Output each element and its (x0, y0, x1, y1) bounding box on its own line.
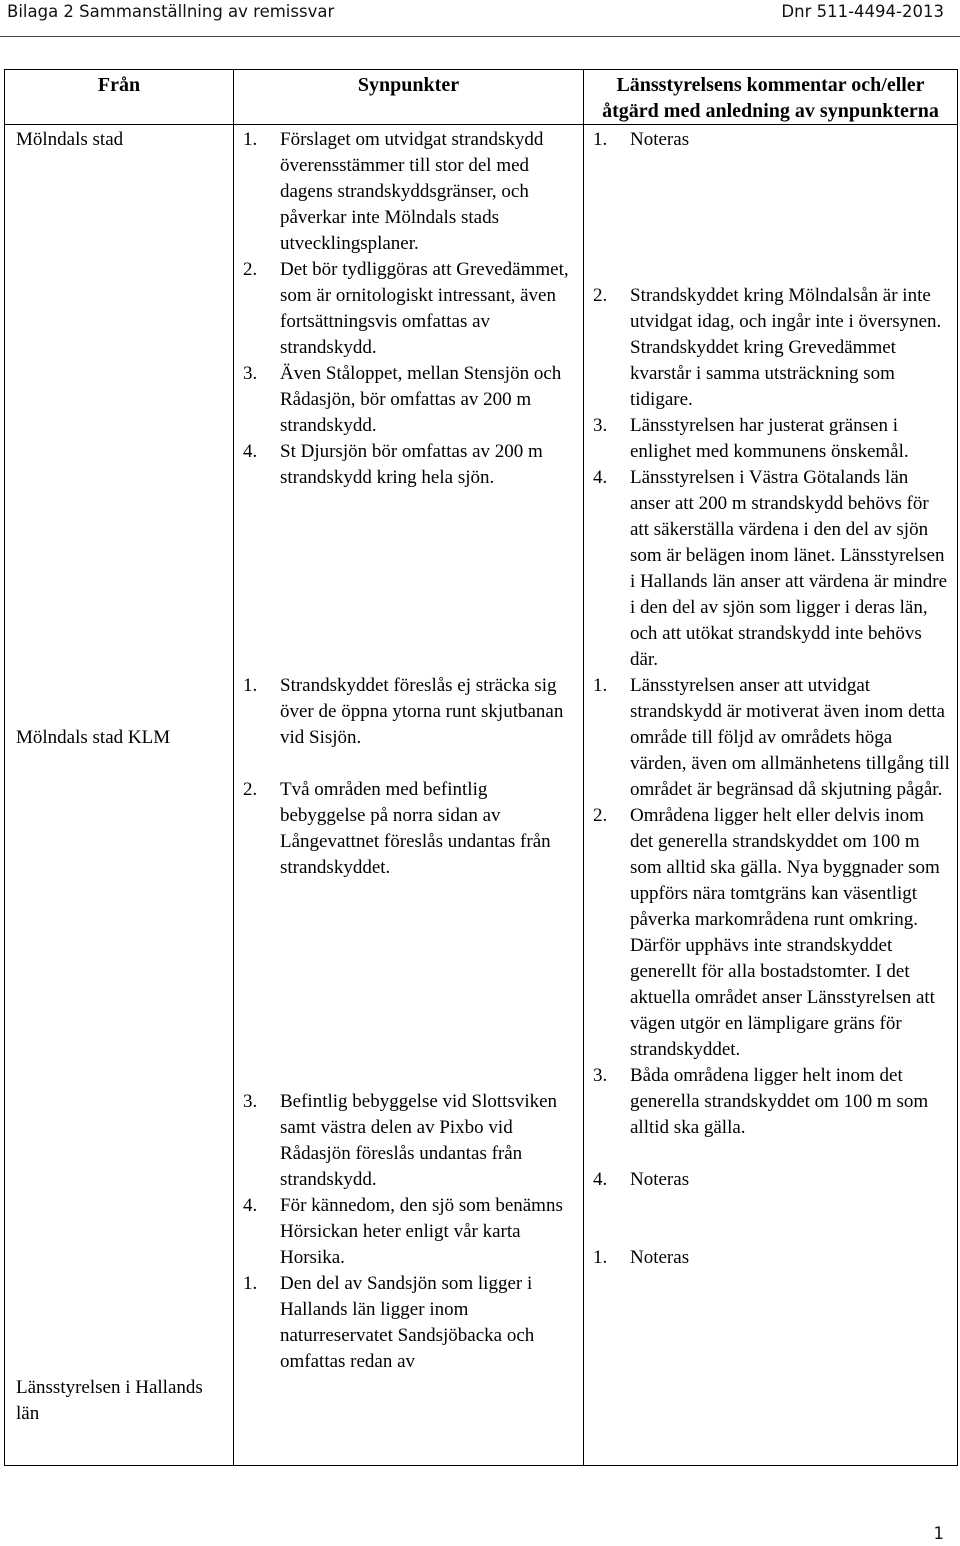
sender-molndals-stad-klm: Mölndals stad KLM (16, 727, 171, 748)
item-number: 4. (593, 1169, 608, 1190)
item-number: 1. (243, 1273, 258, 1294)
list-item (243, 361, 575, 439)
list-item (243, 1193, 575, 1271)
column-header-fran: Från (5, 70, 234, 125)
remissvar-table (4, 69, 958, 1466)
column-header-kommentar: Länsstyrelsens kommentar och/eller åtgärd med anledning av synpunkterna (584, 70, 958, 125)
header-divider (0, 36, 960, 37)
item-text: Förslaget om utvidgat strandskydd överensstämmer till stor del med dagens strandskyddsgränser, och påverkar inte Mölndals stads utvecklingsplaner. (280, 129, 544, 254)
item-text: Båda områdena ligger helt inom det generella strandskyddet om 100 m som alltid ska gälla. (630, 1065, 929, 1138)
item-number: 3. (593, 415, 608, 436)
list-item (243, 257, 575, 361)
item-number: 4. (593, 467, 608, 488)
from-cell (5, 125, 234, 1466)
section-molndals-stad-kommentar (593, 127, 951, 673)
column-header-synpunkter: Synpunkter (234, 70, 584, 125)
item-text: Den del av Sandsjön som ligger i Hallands län ligger inom naturreservatet Sandsjöbacka och omfattas redan av (280, 1273, 535, 1372)
item-text: Områdena ligger helt eller delvis inom det generella strandskyddet om 100 m som alltid ska gälla. Nya byggnader som uppförs nära tomtgräns kan väsentligt påverka markområdena runt omkring. Därför upphävs inte strandskyddet generellt för alla bostadstomter. I det aktuella området anser Länsstyrelsen att vägen utgör en lämpligare gräns för strandskyddet. (630, 805, 940, 1060)
section-molndals-stad-synpunkter (243, 127, 575, 491)
item-number: 2. (593, 285, 608, 306)
section-molndals-stad-klm-synpunkter (243, 673, 575, 1271)
list-item (593, 465, 951, 673)
sender-lansstyrelsen-hallands-lan: Länsstyrelsen i Hallands län (16, 1377, 203, 1424)
item-text: Länsstyrelsen har justerat gränsen i enlighet med kommunens önskemål. (630, 415, 909, 462)
list-item (593, 413, 951, 465)
section-hallands-lan-kommentar (593, 1245, 951, 1271)
list-item (593, 1245, 951, 1271)
document-header-title: Bilaga 2 Sammanställning av remissvar (7, 2, 335, 21)
list-item (243, 127, 575, 257)
list-item (593, 803, 951, 1063)
list-item (593, 1063, 951, 1141)
list-item (593, 673, 951, 803)
item-number: 1. (593, 675, 608, 696)
item-text: St Djursjön bör omfattas av 200 m strandskydd kring hela sjön. (280, 441, 543, 488)
item-number: 3. (243, 1091, 258, 1112)
item-number: 4. (243, 1195, 258, 1216)
list-item (243, 777, 575, 881)
item-text: För kännedom, den sjö som benämns Hörsickan heter enligt vår karta Horsika. (280, 1195, 563, 1268)
item-number: 1. (243, 129, 258, 150)
item-number: 1. (593, 129, 608, 150)
item-text: Strandskyddet kring Mölndalsån är inte utvidgat idag, och ingår inte i översynen. Strandskyddet kring Grevedämmet kvarstår i samma utsträckning som tidigare. (630, 285, 942, 410)
list-item (243, 1271, 575, 1375)
item-number: 2. (593, 805, 608, 826)
item-text: Strandskyddet föreslås ej sträcka sig över de öppna ytorna runt skjutbanan vid Sisjön. (280, 675, 564, 748)
item-text: Två områden med befintlig bebyggelse på norra sidan av Långevattnet föreslås undantas från strandskyddet. (280, 779, 551, 878)
item-number: 2. (243, 779, 258, 800)
list-item (593, 283, 951, 413)
section-hallands-lan-synpunkter (243, 1271, 575, 1375)
item-text: Noteras (630, 1169, 690, 1190)
item-text: Noteras (630, 129, 690, 150)
item-number: 3. (593, 1065, 608, 1086)
item-text: Det bör tydliggöras att Grevedämmet, som är ornitologiskt intressant, även fortsättningsvis omfattas av strandskydd. (280, 259, 569, 358)
section-molndals-stad-klm-kommentar (593, 673, 951, 1193)
item-number: 3. (243, 363, 258, 384)
document-reference-number: Dnr 511-4494-2013 (781, 2, 944, 21)
item-text: Även Ståloppet, mellan Stensjön och Rådasjön, bör omfattas av 200 m strandskydd. (280, 363, 562, 436)
kommentar-cell (584, 125, 958, 1466)
list-item (243, 673, 575, 751)
sender-molndals-stad: Mölndals stad (16, 129, 124, 150)
table-header-row (5, 70, 958, 125)
item-text: Befintlig bebyggelse vid Slottsviken samt västra delen av Pixbo vid Rådasjön föreslås undantas från strandskydd. (280, 1091, 558, 1190)
list-item (243, 1089, 575, 1193)
list-item (593, 1167, 951, 1193)
list-item (243, 439, 575, 491)
item-number: 1. (593, 1247, 608, 1268)
item-number: 1. (243, 675, 258, 696)
item-number: 2. (243, 259, 258, 280)
synpunkter-cell (234, 125, 584, 1466)
item-number: 4. (243, 441, 258, 462)
table-row (5, 125, 958, 1466)
page-number: 1 (933, 1524, 944, 1543)
item-text: Länsstyrelsen i Västra Götalands län anser att 200 m strandskydd behövs för att säkerställa värdena i den del av sjön som är belägen inom länet. Länsstyrelsen i Hallands län anser att värdena är mindre i den del av sjön som ligger i deras län, och att utökat strandskydd inte behövs där. (630, 467, 948, 670)
item-text: Länsstyrelsen anser att utvidgat strandskydd är motiverat även inom detta område till följd av områdets höga värden, även om allmänhetens tillgång till området är begränsad då skjutning pågår. (630, 675, 950, 800)
list-item (593, 127, 951, 153)
item-text: Noteras (630, 1247, 690, 1268)
